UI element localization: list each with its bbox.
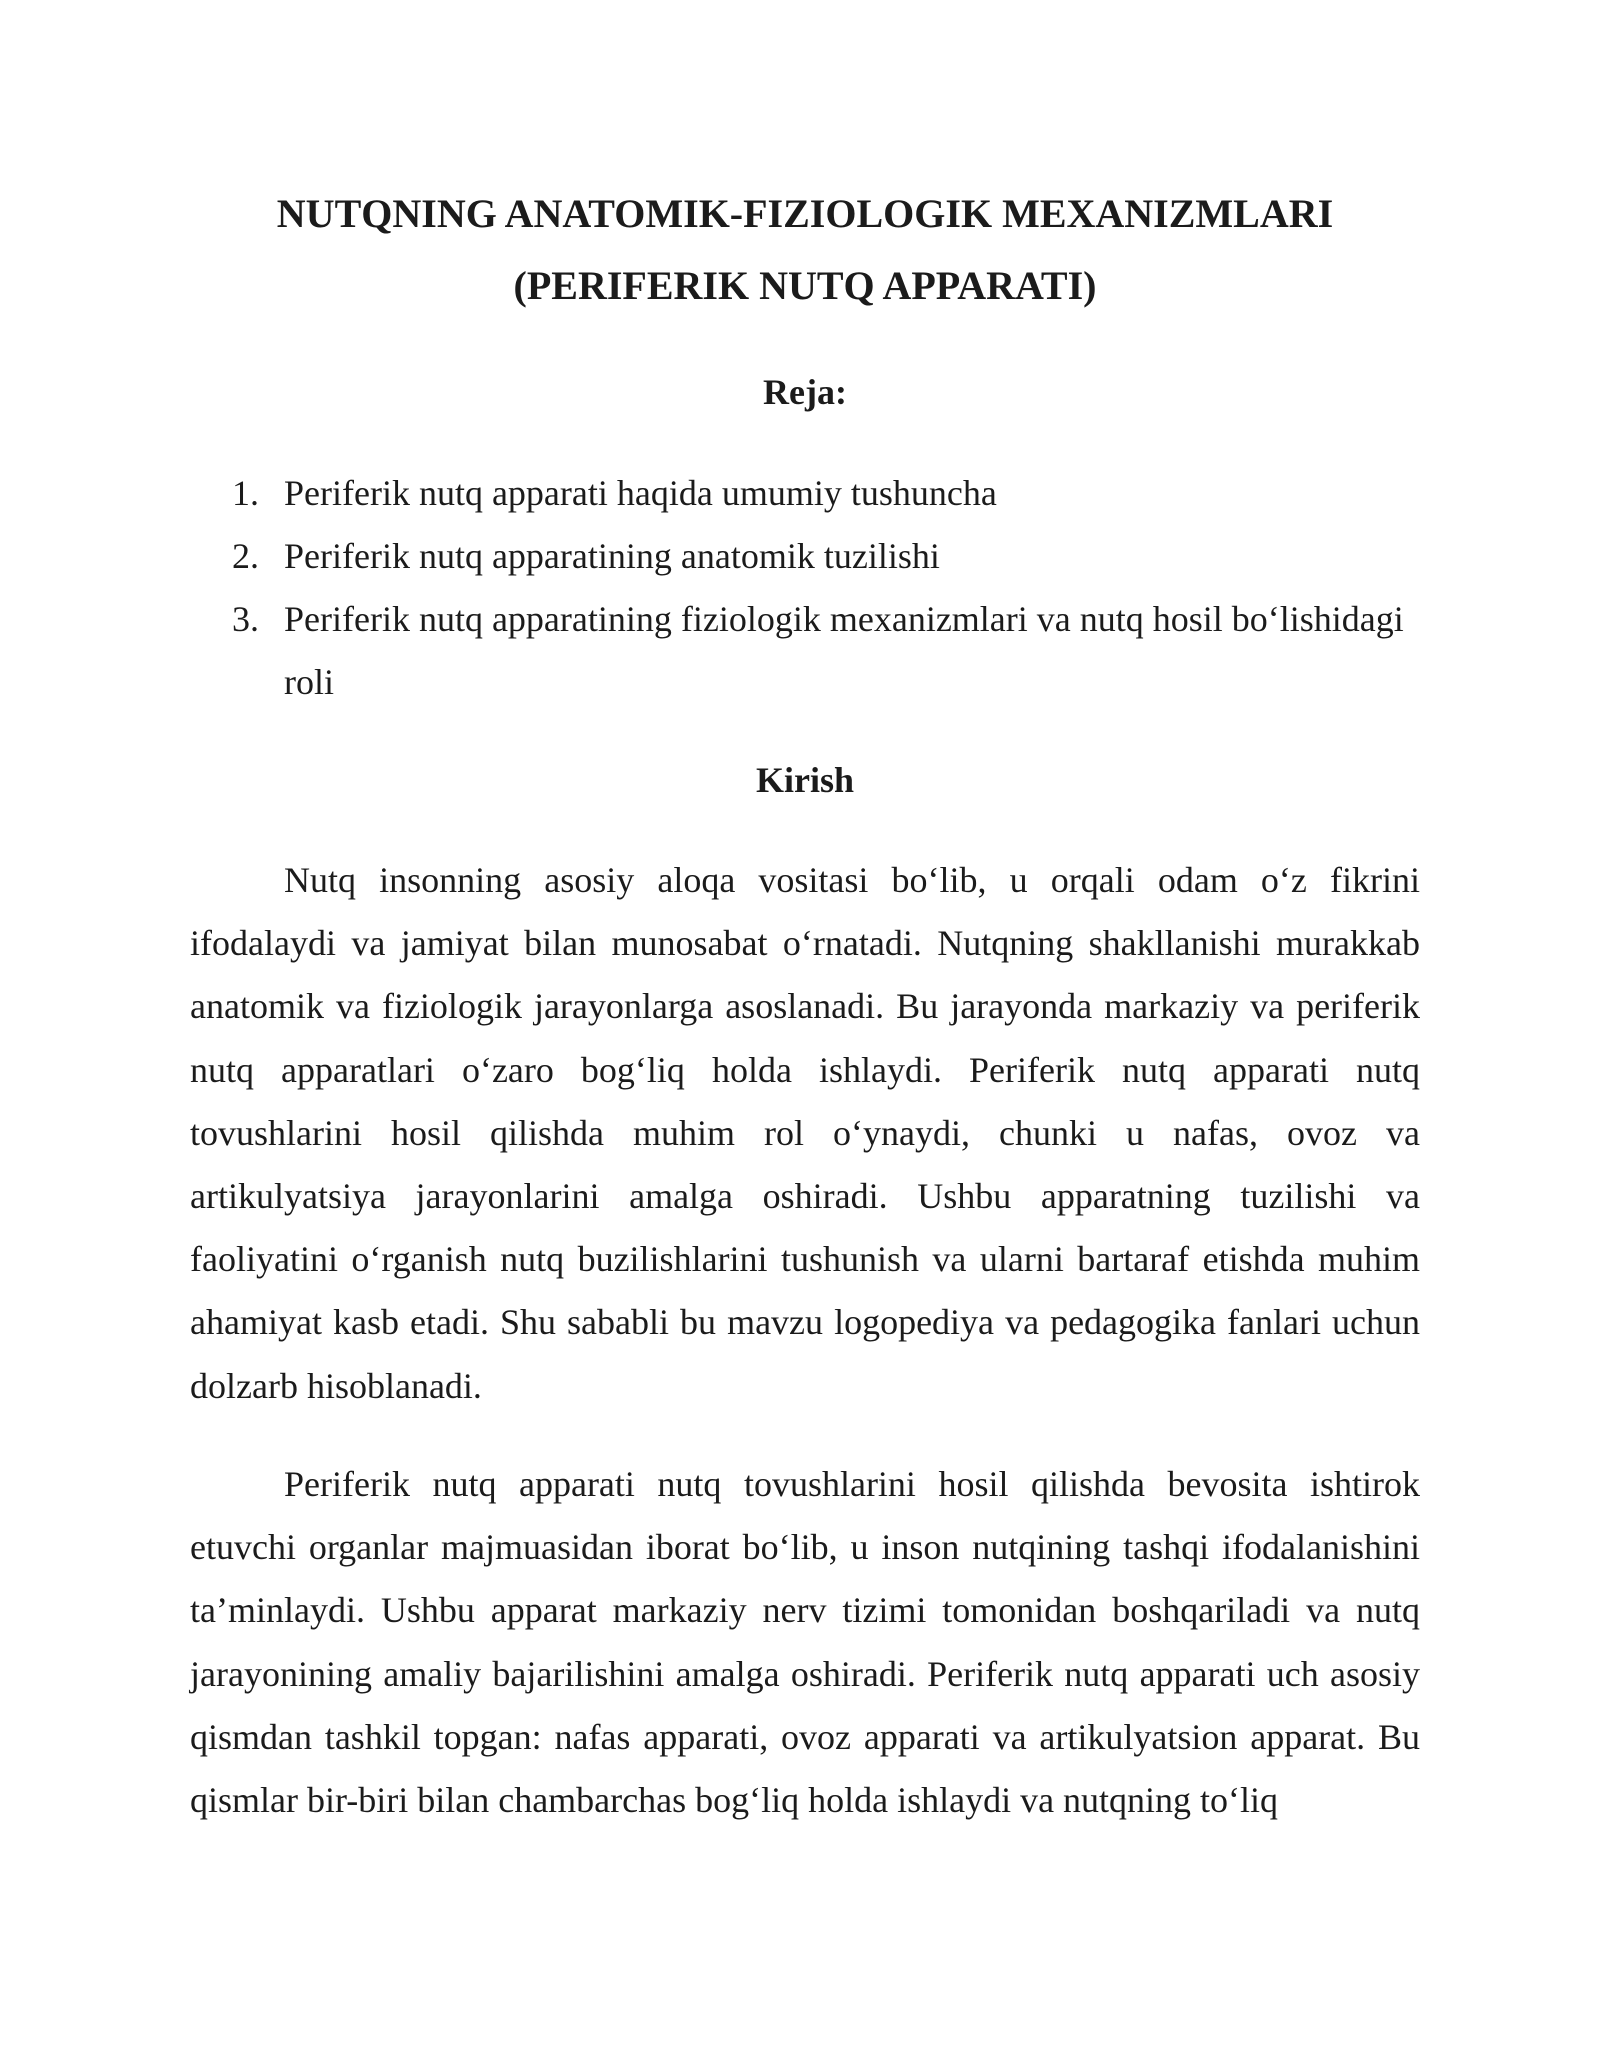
- section-heading-kirish: Kirish: [755, 760, 854, 800]
- plan-item-text: Periferik nutq apparatining fiziologik mexanizmlari va nutq hosil bo‘lishidagi roli: [284, 599, 1404, 702]
- title-line-1: NUTQNING ANATOMIK-FIZIOLOGIK MEXANIZMLARI: [276, 191, 1334, 236]
- plan-item-number: 1.: [232, 473, 259, 513]
- body-paragraph: Periferik nutq apparati nutq tovushlarini hosil qilishda bevosita ishtirok etuvchi organlar majmuasidan iborat bo‘lib, u inson nutqining tashqi ifodalanishini ta’minlaydi. Ushbu apparat markaziy nerv tizimi tomonidan boshqariladi va nutq jarayonining amaliy bajarilishini amalga oshiradi. Periferik nutq apparati uch asosiy qismdan tashkil topgan: nafas apparati, ovoz apparati va artikulyatsion apparat. Bu qismlar bir-biri bilan chambarchas bog‘liq holda ishlaydi va nutqning to‘liq: [190, 1464, 1420, 1821]
- plan-list: [232, 462, 1422, 714]
- plan-heading: Reja:: [763, 372, 847, 412]
- plan-item-number: 2.: [232, 536, 259, 576]
- plan-item: [232, 588, 1422, 714]
- plan-item: [232, 462, 1422, 525]
- plan-item-text: Periferik nutq apparati haqida umumiy tushuncha: [284, 473, 997, 513]
- plan-item-number: 3.: [232, 599, 259, 639]
- document-title: [190, 178, 1420, 322]
- body-paragraph: Nutq insonning asosiy aloqa vositasi bo‘lib, u orqali odam o‘z fikrini ifodalaydi va jamiyat bilan munosabat o‘rnatadi. Nutqning shakllanishi murakkab anatomik va fiziologik jarayonlarga asoslanadi. Bu jarayonda markaziy va periferik nutq apparatlari o‘zaro bog‘liq holda ishlaydi. Periferik nutq apparati nutq tovushlarini hosil qilishda muhim rol o‘ynaydi, chunki u nafas, ovoz va artikulyatsiya jarayonlarini amalga oshiradi. Ushbu apparatning tuzilishi va faoliyatini o‘rganish nutq buzilishlarini tushunish va ularni bartaraf etishda muhim ahamiyat kasb etadi. Shu sababli bu mavzu logopediya va pedagogika fanlari uchun dolzarb hisoblanadi.: [190, 860, 1420, 1406]
- plan-item: [232, 525, 1422, 588]
- title-line-2: (PERIFERIK NUTQ APPARATI): [513, 263, 1097, 308]
- plan-item-text: Periferik nutq apparatining anatomik tuzilishi: [284, 536, 940, 576]
